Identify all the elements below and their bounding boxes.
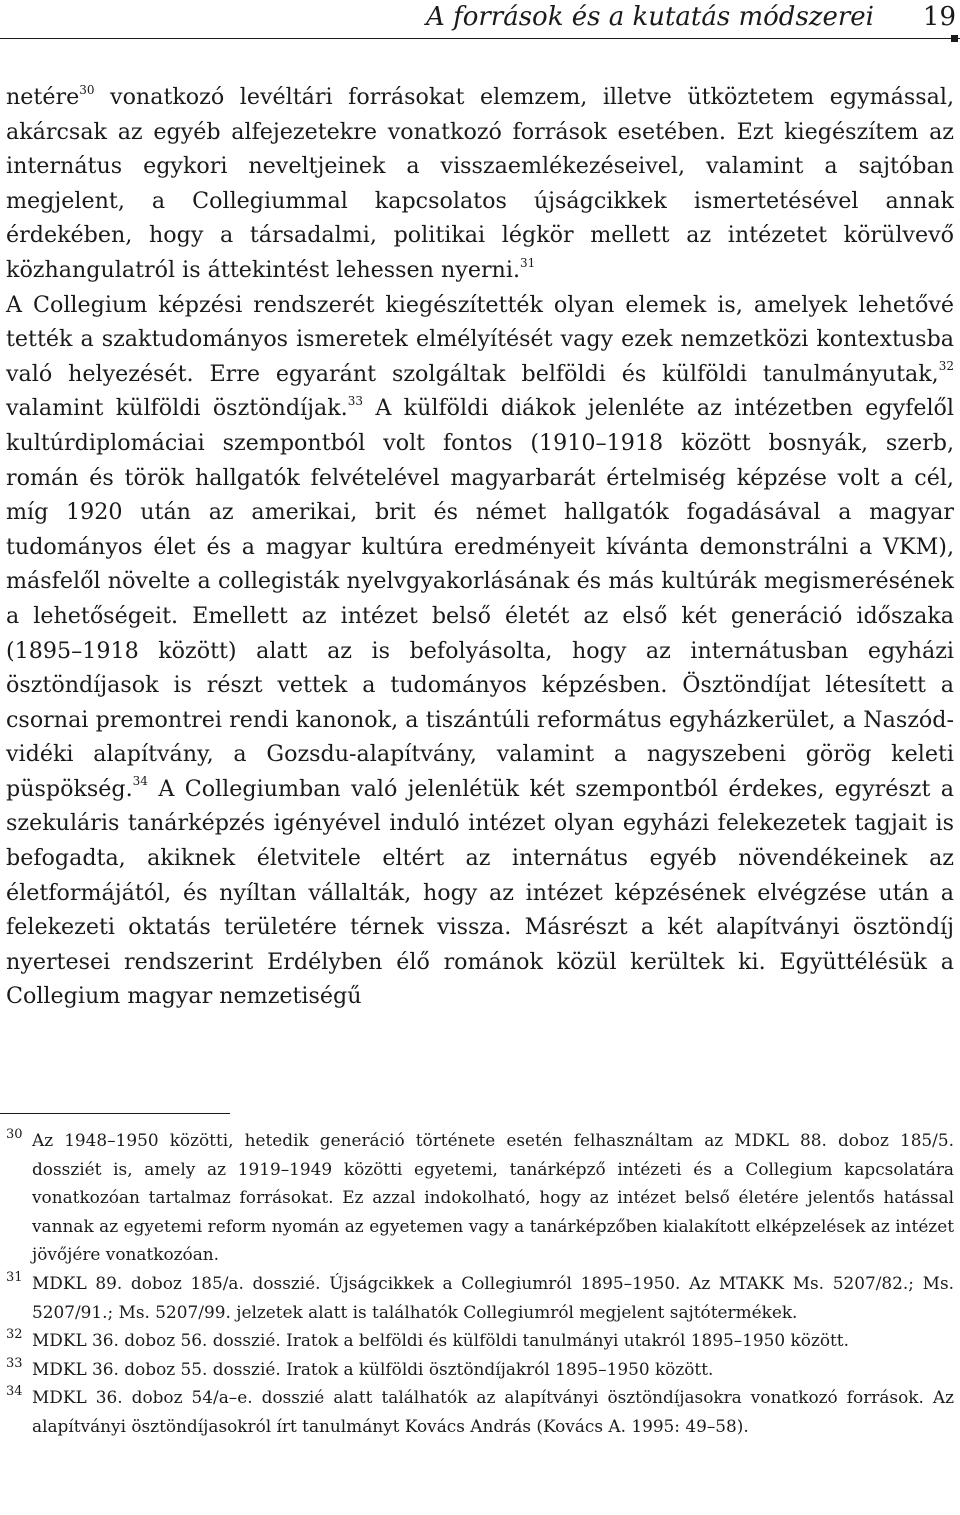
footnote-number: 31 — [6, 1269, 23, 1285]
text-run: A külföldi diákok jelenléte az intézetben egyfelől kultúrdiplomáciai szempontból volt fontos (1910–1918 között bosnyák, szerb, román és török hallgatók felvételével magyarbarát értelmiség képzése volt a cél, míg 1920 után az amerikai, brit és német hallgatók fogadásával a magyar tudományos élet és a magyar kultúra eredményeit kívánta demonstrálni a VKM), másfelől növelte a collegisták nyelvgyakorlásának és más kultúrák megismerésének a lehetőségeit. Emellett az intézet belső életét az első két generáció időszaka (1895–1918 között) alatt az is befolyásolta, hogy az internátusban egyházi ösztöndíjasok is részt vettek a tudományos képzésben. Ösztöndíjat létesített a csornai premontrei rendi kanonok, a tiszántúli református egyházkerület, a Naszód-vidéki alapítvány, a Gozsdu-alapítvány, valamint a nagyszebeni görög keleti püspökség. — [6, 395, 954, 802]
footnote-text: Az 1948–1950 közötti, hetedik generáció története esetén felhasználtam az MDKL 88. doboz 185/5. dossziét is, amely az 1919–1949 közötti egyetemi, tanárképző intézeti és a Collegium kapcsolatára vonatkozóan tartalmaz forrásokat. Ez azzal indokolható, hogy az intézet belső életére jelentős hatással vannak az egyetemi reform nyomán az egyetemen vagy a tanárképzőben kialakított elképzelések az intézet jövőjére vonatkozóan. — [32, 1130, 954, 1265]
footnote-number: 34 — [6, 1384, 23, 1400]
paragraph-1 — [6, 80, 954, 288]
footnote-number: 30 — [6, 1127, 23, 1142]
footnote-ref-34[interactable]: 34 — [132, 774, 148, 789]
header-square-icon — [951, 35, 958, 42]
footnote-text: MDKL 36. doboz 55. dosszié. Iratok a külföldi ösztöndíjakról 1895–1950 között. — [32, 1358, 714, 1379]
footnotes — [6, 1126, 954, 1441]
page-number: 19 — [922, 2, 956, 32]
footnote-ref-32[interactable]: 32 — [938, 359, 954, 374]
paragraph-2 — [6, 288, 954, 1014]
text-run: valamint külföldi ösztöndíjak. — [6, 395, 348, 422]
footnote-number: 32 — [6, 1327, 23, 1343]
body-text — [6, 80, 954, 1014]
footnote-text: MDKL 89. doboz 185/a. dosszié. Újságcikkek a Collegiumról 1895–1950. Az MTAKK Ms. 5207/82.; Ms. 5207/91.; Ms. 5207/99. jelzetek alatt is találhatók Collegiumról megjelent sajtótermékek. — [32, 1272, 954, 1322]
page-header — [0, 0, 960, 40]
footnote-number: 33 — [6, 1355, 23, 1371]
footnote-ref-30[interactable]: 30 — [79, 82, 95, 97]
footnote-34 — [6, 1383, 954, 1440]
text-run: vonatkozó levéltári forrásokat elemzem, illetve ütköztetem egymással, akárcsak az egyéb alfejezetekre vonatkozó források esetében. Ezt kiegészítem az internátus egykori neveltjeinek a visszaemlékezéseivel, valamint a sajtóban megjelent, a Collegiummal kapcsolatos újságcikkek ismertetésével annak érdekében, hogy a társadalmi, politikai légkör mellett az intézetet körülvevő közhangulatról is áttekintést lehessen nyerni. — [6, 84, 954, 283]
footnote-ref-33[interactable]: 33 — [347, 393, 364, 408]
footnote-30 — [6, 1126, 954, 1269]
running-title: A források és a kutatás módszerei — [426, 2, 874, 32]
footnote-32 — [6, 1326, 954, 1355]
text-run: A Collegiumban való jelenlétük két szempontból érdekes, egyrészt a szekuláris tanárképzés igényével induló intézet olyan egyházi felekezetek tagjait is befogadta, akiknek életvitele eltért az internátus egyéb növendékeinek az életformájától, és nyíltan vállalták, hogy az intézet képzésének elvégzése után a felekezeti oktatás területére térnek vissza. Másrészt a két alapítványi ösztöndíj nyertesei rendszerint Erdélyben élő románok közül kerültek ki. Együttélésük a Collegium magyar nemzetiségű — [6, 775, 954, 1010]
text-run: netére — [6, 84, 80, 110]
footnote-33 — [6, 1355, 954, 1384]
footnote-text: MDKL 36. doboz 56. dosszié. Iratok a belföldi és külföldi tanulmányi utakról 1895–1950 között. — [32, 1330, 849, 1351]
text-run: A Collegium képzési rendszerét kiegészítették olyan elemek is, amelyek lehetővé tették a szaktudományos ismeretek elmélyítését vagy ezek nemzetközi kontextusba való helyezését. Erre egyaránt szolgáltak belföldi és külföldi tanulmányutak, — [6, 291, 954, 387]
footnote-ref-31[interactable]: 31 — [520, 255, 536, 270]
footnote-text: MDKL 36. doboz 54/a–e. dosszié alatt találhatók az alapítványi ösztöndíjasokra vonatkozó források. Az alapítványi ösztöndíjasokról írt tanulmányt Kovács András (Kovács A. 1995: 49–58). — [32, 1387, 954, 1436]
footnote-separator — [0, 1113, 230, 1114]
footnote-31 — [6, 1269, 954, 1326]
header-rule — [0, 38, 960, 39]
